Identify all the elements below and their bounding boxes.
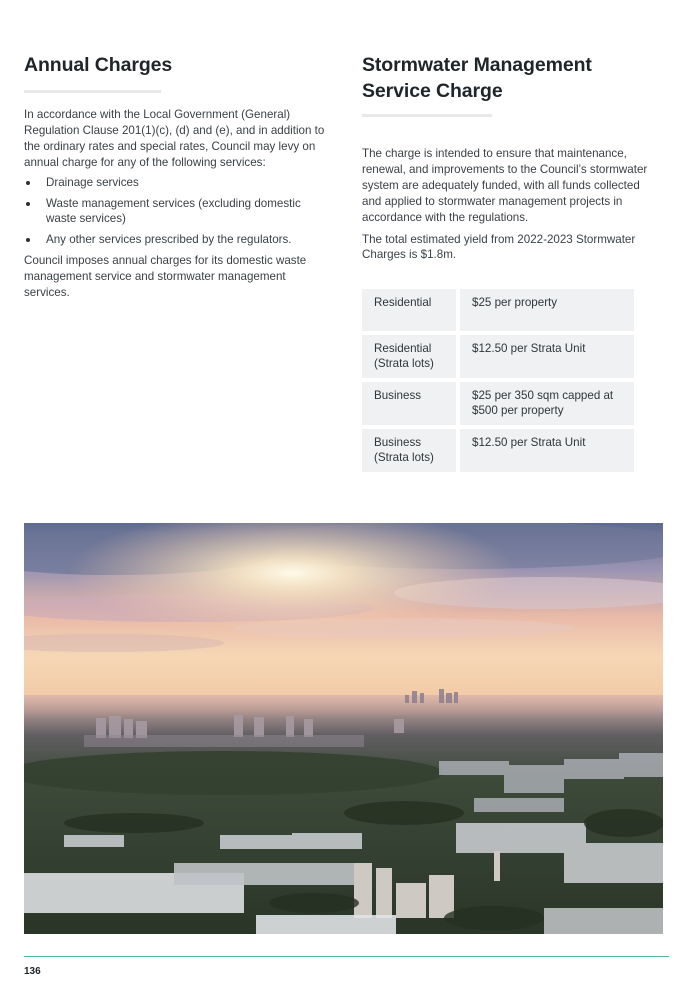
list-item: Waste management services (excluding domestic waste services) [24, 196, 334, 228]
list-item: Drainage services [24, 175, 334, 191]
stormwater-section [362, 52, 662, 476]
table-row [362, 382, 634, 425]
bullet-icon [26, 202, 30, 206]
heading-underline [24, 90, 161, 93]
table-row [362, 335, 634, 378]
page-number: 136 [24, 966, 41, 977]
table-row [362, 429, 634, 472]
stormwater-yield: The total estimated yield from 2022-2023 Stormwater Charges is $1.8m. [362, 232, 636, 262]
stormwater-heading: Stormwater Management Service Charge [362, 54, 592, 102]
table-cell-charge: $25 per 350 sqm capped at $500 per property [460, 382, 634, 425]
bullet-icon [26, 181, 30, 185]
table-cell-category: Residential [362, 289, 456, 331]
stormwater-description: The charge is intended to ensure that maintenance, renewal, and improvements to the Council’s stormwater system are adequately funded, with all funds collected and applied to stormwater management projects in accordance with the regulations. [362, 147, 648, 224]
table-cell-charge: $25 per property [460, 289, 634, 331]
heading-underline [362, 114, 492, 117]
annual-charges-closing: Council imposes annual charges for its domestic waste management service and stormwater management services. [24, 254, 307, 300]
city-sunset-aerial-photo [24, 523, 663, 934]
table-cell-category: Business (Strata lots) [362, 429, 456, 472]
footer-divider [24, 956, 669, 957]
table-row [362, 289, 634, 331]
annual-charges-intro: In accordance with the Local Government (General) Regulation Clause 201(1)(c), (d) and (e), and in addition to the ordinary rates and special rates, Council may levy on annual charge for any of the following services: [24, 108, 325, 169]
table-cell-category: Residential (Strata lots) [362, 335, 456, 378]
list-item: Any other services prescribed by the regulators. [24, 232, 334, 248]
table-cell-charge: $12.50 per Strata Unit [460, 335, 634, 378]
bullet-icon [26, 238, 30, 242]
table-cell-charge: $12.50 per Strata Unit [460, 429, 634, 472]
annual-charges-heading: Annual Charges [24, 54, 173, 76]
table-cell-category: Business [362, 382, 456, 425]
stormwater-charges-table [358, 285, 638, 476]
services-list [24, 175, 334, 249]
annual-charges-section [24, 52, 334, 301]
